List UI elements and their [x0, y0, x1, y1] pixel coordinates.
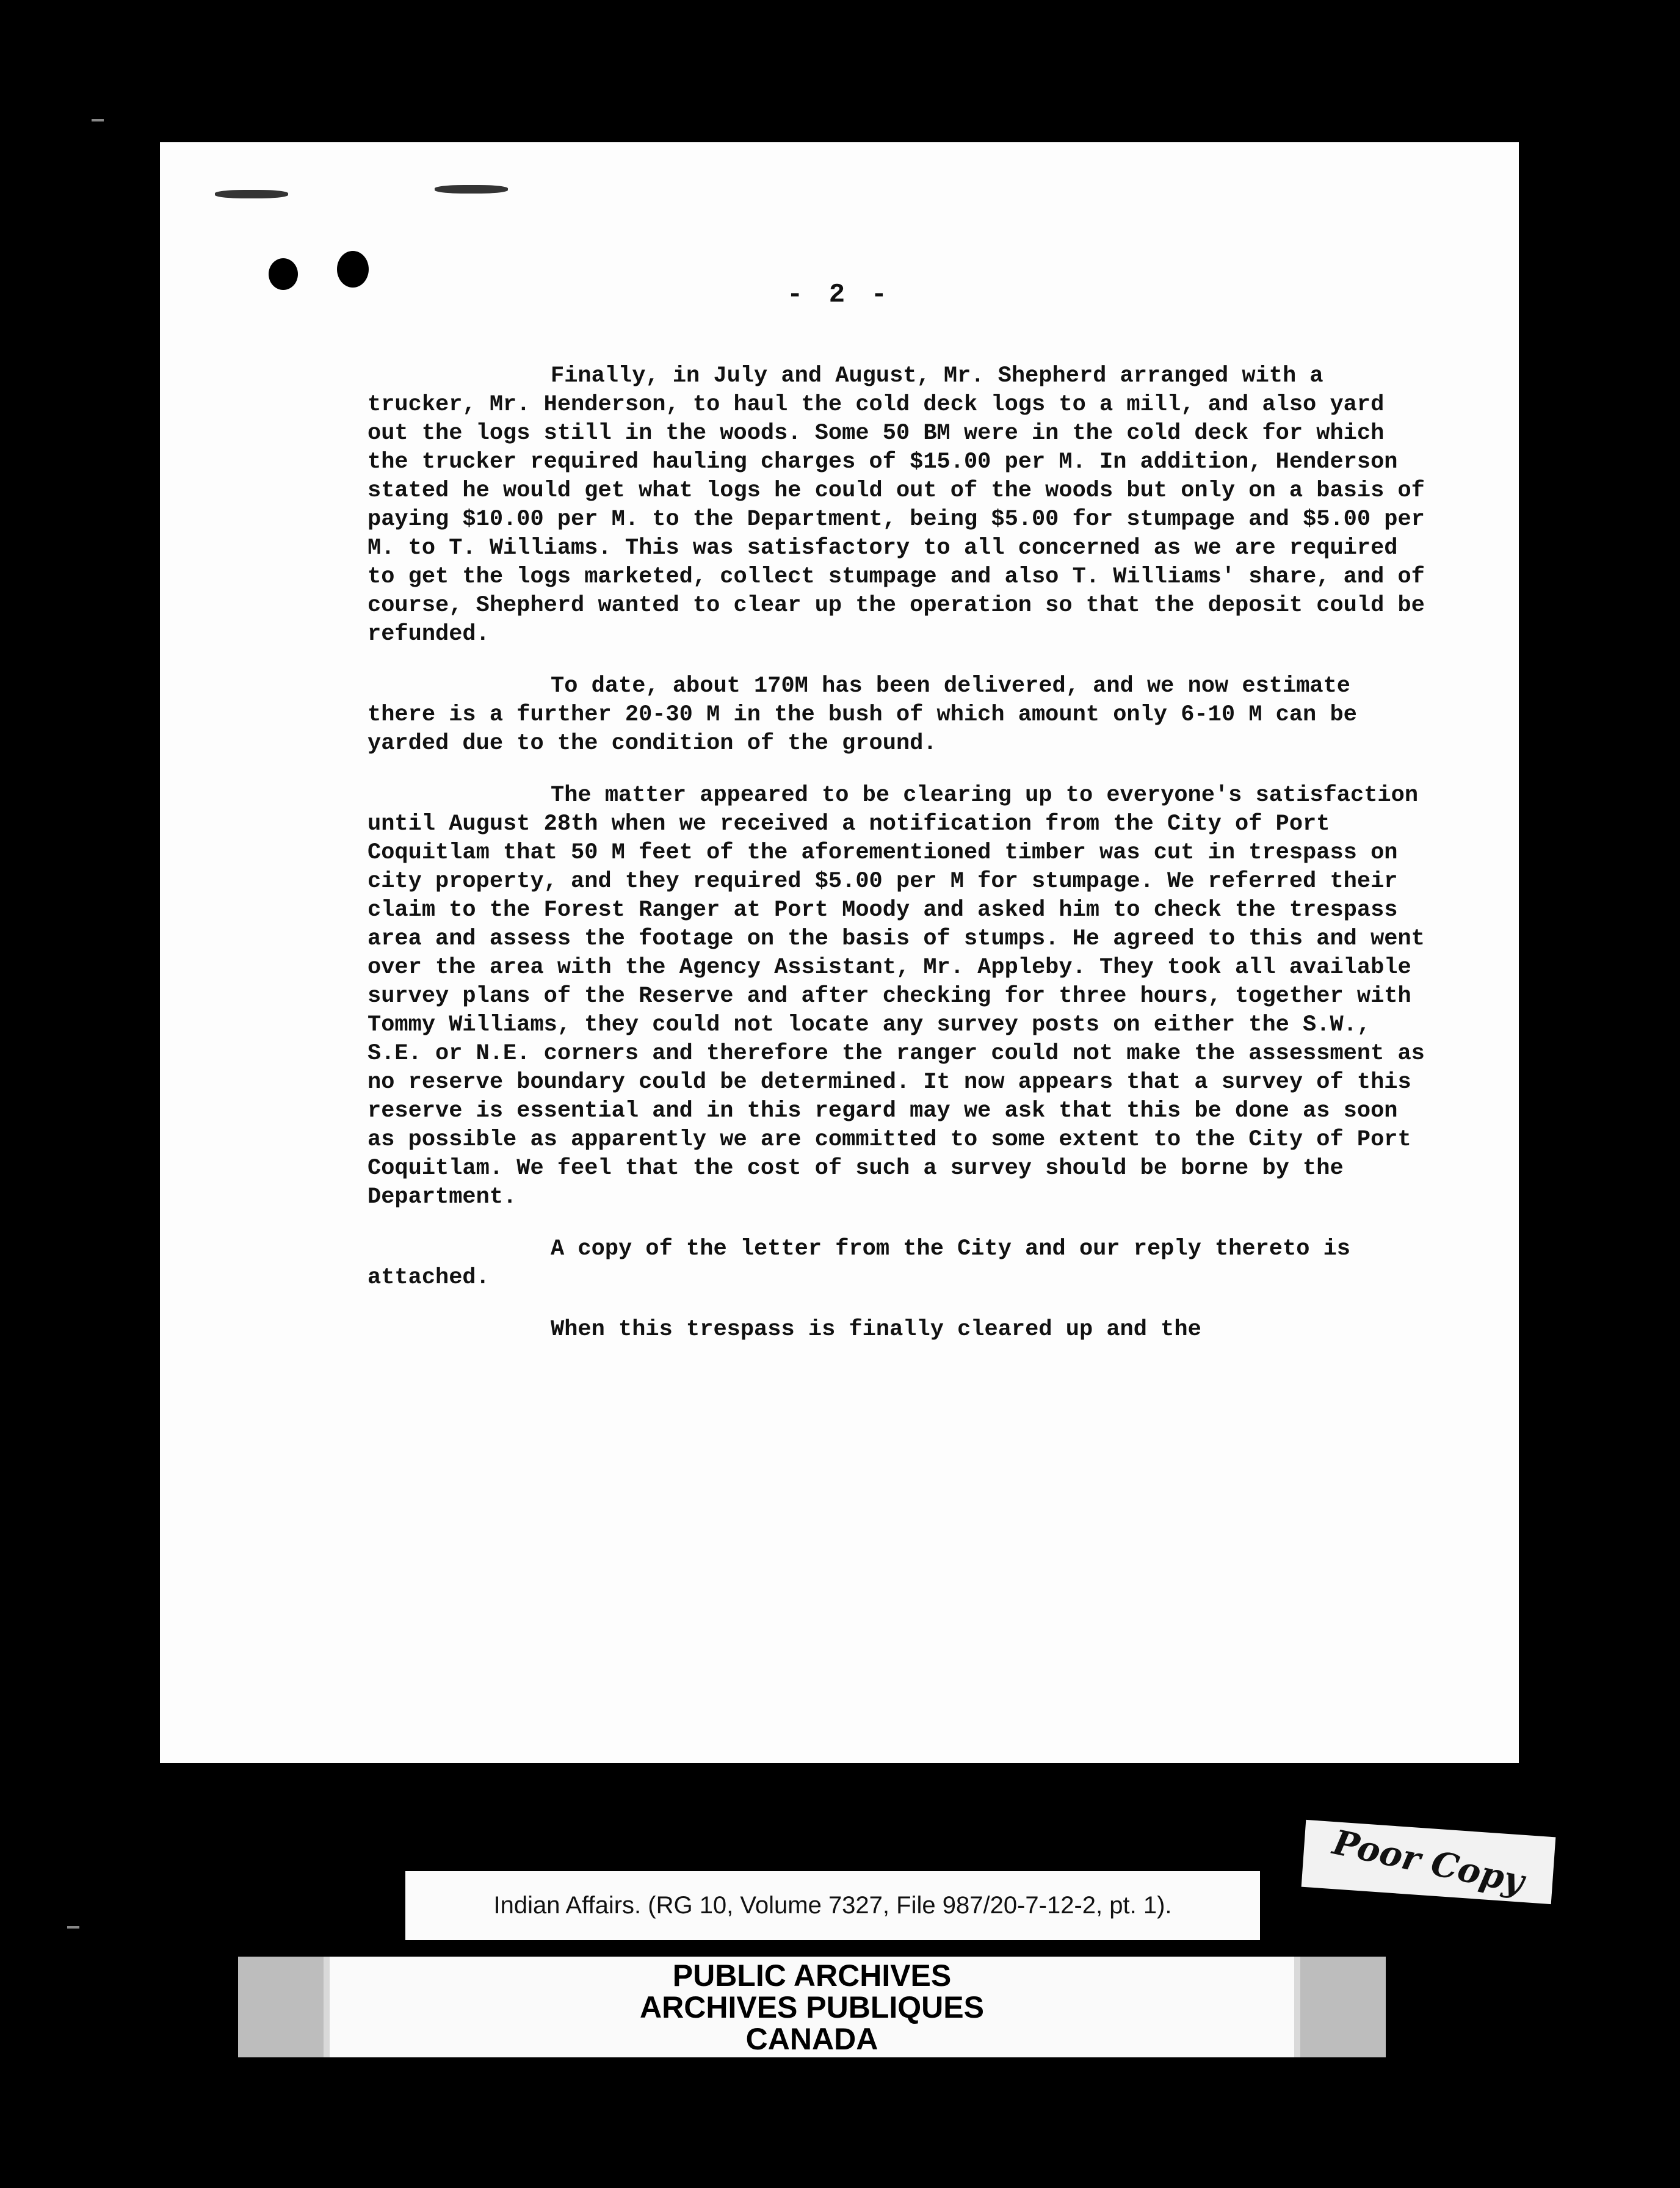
- stamp-text: Poor Copy: [1329, 1822, 1528, 1902]
- archive-label-line: CANADA: [745, 2021, 878, 2056]
- smudge-mark: [435, 185, 508, 194]
- paragraph: Finally, in July and August, Mr. Shepherd arranged with a trucker, Mr. Henderson, to haul the cold deck logs to a mill, and also yard out the logs still in the woods. Some 50 BM were in the cold deck for which the trucker required hauling charges of $15.00 per M. In addition, Henderson stated he would get what logs he could out of the woods but only on a basis of paying $10.00 per M. to the Department, being $5.00 for stumpage and $5.00 per M. to T. Williams. This was satisfactory to all concerned as we are required to get the logs marketed, collect stumpage and also T. Williams' share, and of course, Shepherd wanted to clear up the operation so that the deposit could be refunded.: [368, 363, 1425, 647]
- paragraph: When this trespass is finally cleared up and the: [551, 1317, 1201, 1342]
- label-strip-end: [1300, 1957, 1386, 2057]
- letter-body: [368, 362, 1430, 1344]
- edge-mark: [67, 1926, 79, 1929]
- archive-caption: Indian Affairs. (RG 10, Volume 7327, File 987/20-7-12-2, pt. 1).: [405, 1871, 1260, 1940]
- paragraph: To date, about 170M has been delivered, and we now estimate there is a further 20-30 M in the bush of which amount only 6-10 M can be yarded due to the condition of the ground.: [368, 673, 1357, 756]
- public-archives-label: [330, 1957, 1294, 2057]
- edge-mark: [92, 119, 104, 121]
- archive-label-line: PUBLIC ARCHIVES: [672, 1958, 952, 1993]
- label-strip-end: [238, 1957, 324, 2057]
- paragraph: A copy of the letter from the City and our reply thereto is attached.: [368, 1236, 1351, 1291]
- smudge-mark: [215, 190, 288, 198]
- document-page: [160, 142, 1519, 1763]
- archive-label-line: ARCHIVES PUBLIQUES: [640, 1990, 984, 2024]
- poor-copy-stamp: [1302, 1820, 1556, 1904]
- page-number: - 2 -: [786, 280, 892, 310]
- paragraph: The matter appeared to be clearing up to everyone's satisfaction until August 28th when we received a notification from the City of Port Coquitlam that 50 M feet of the aforementioned timber was cut in trespass on city property, and they required $5.00 per M for stumpage. We referred their claim to the Forest Ranger at Port Moody and asked him to check the trespass area and assess the footage on the basis of stumps. He agreed to this and went over the area with the Agency Assistant, Mr. Appleby. They took all available survey plans of the Reserve and after checking for three hours, together with Tommy Williams, they could not locate any survey posts on either the S.W., S.E. or N.E. corners and therefore the ranger could not make the assessment as no reserve boundary could be determined. It now appears that a survey of this reserve is essential and in this regard may we ask that this be done as soon as possible as apparently we are committed to some extent to the City of Port Coquitlam. We feel that the cost of such a survey should be borne by the Department.: [368, 783, 1425, 1210]
